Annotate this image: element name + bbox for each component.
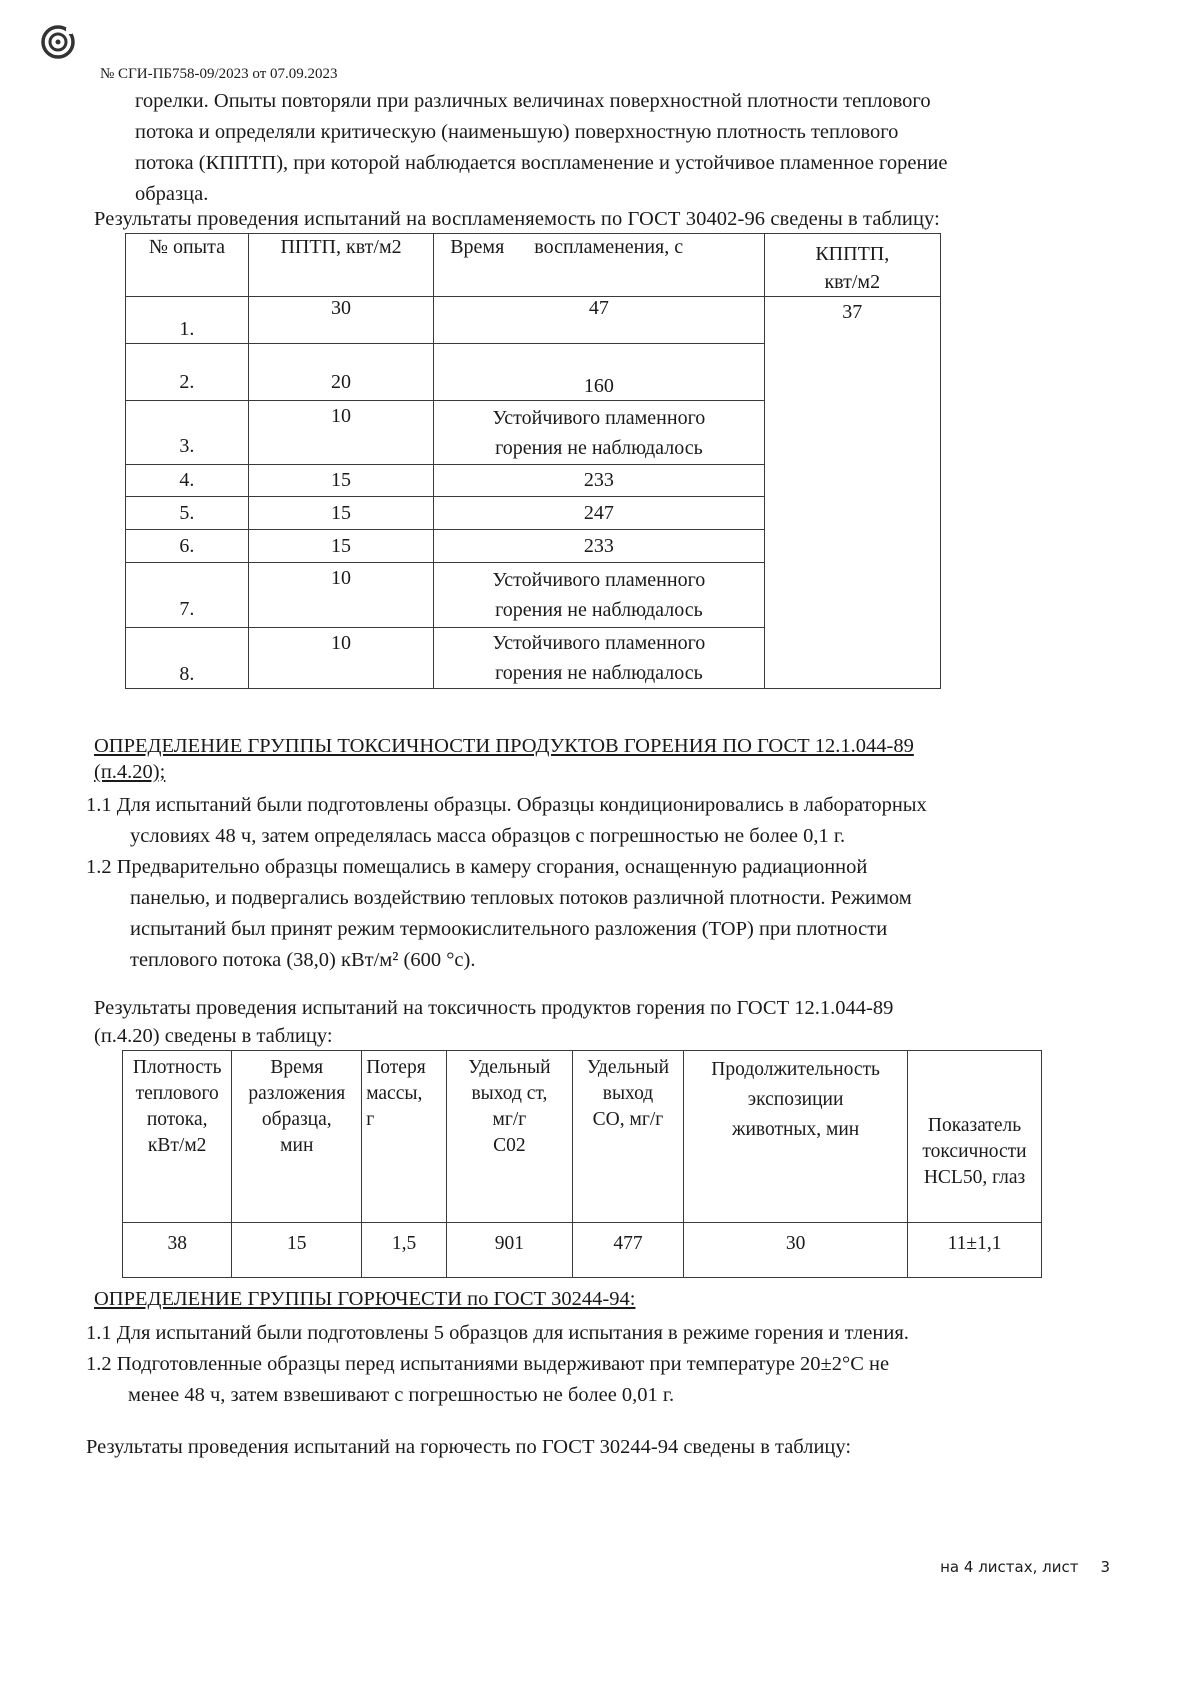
ignition-time-line: горения не наблюдалось xyxy=(495,662,703,684)
header-line: токсичности xyxy=(922,1140,1027,1162)
toxicity-results-line: Результаты проведения испытаний на токсичность продуктов горения по ГОСТ 12.1.044-89 xyxy=(94,997,894,1019)
toxicity-items xyxy=(86,790,927,976)
combustibility-item-2-cont: менее 48 ч, затем взвешивают с погрешностью не более 0,01 г. xyxy=(128,1384,675,1406)
header-toxicity-index xyxy=(908,1051,1042,1223)
experiment-no: 1. xyxy=(126,297,249,344)
header-line: Продолжительность xyxy=(711,1059,880,1080)
header-mass-loss xyxy=(362,1051,447,1223)
toxicity-item-1-cont: условиях 48 ч, затем определялась масса образцов с погрешностью не более 0,1 г. xyxy=(130,825,846,847)
header-line: потока, xyxy=(146,1109,208,1130)
combustibility-items xyxy=(86,1318,909,1411)
header-kpptp-line: КППТП, xyxy=(815,243,890,265)
ignition-time-line: горения не наблюдалось xyxy=(495,436,703,459)
experiment-no: 6. xyxy=(126,530,249,563)
ignition-time-line: Устойчивого пламенного xyxy=(492,406,706,429)
decomposition-time-value: 15 xyxy=(232,1223,362,1278)
pptp-value: 15 xyxy=(248,497,433,530)
combustibility-heading: ОПРЕДЕЛЕНИЕ ГРУППЫ ГОРЮЧЕСТИ по ГОСТ 30244-94: xyxy=(94,1288,636,1310)
toxicity-index-value: 11±1,1 xyxy=(908,1223,1042,1278)
ignition-time-line: горения не наблюдалось xyxy=(495,599,703,621)
intro-paragraph xyxy=(135,86,947,210)
ignition-time: 47 xyxy=(434,297,764,344)
header-co2-yield xyxy=(447,1051,573,1223)
header-kpptp-unit: квт/м2 xyxy=(824,271,881,293)
experiment-no: 7. xyxy=(126,563,249,628)
intro-line: потока (КППТП), при которой наблюдается воспламенение и устойчивое пламенное горение xyxy=(135,152,948,174)
header-line: С02 xyxy=(493,1135,526,1156)
pptp-value: 20 xyxy=(248,344,433,401)
header-line: Плотность xyxy=(132,1057,222,1078)
header-line: массы, xyxy=(366,1083,423,1104)
company-logo-icon xyxy=(40,24,76,60)
header-decomposition-time xyxy=(232,1051,362,1223)
toxicity-item-2: 1.2 Предварительно образцы помещались в камеру сгорания, оснащенную радиационной xyxy=(86,856,868,878)
ignition-time xyxy=(434,628,764,689)
header-line: г xyxy=(366,1109,375,1130)
header-pptp: ППТП, квт/м2 xyxy=(248,234,433,297)
ignition-time: 247 xyxy=(434,497,764,530)
experiment-no: 8. xyxy=(126,628,249,689)
header-line: животных, мин xyxy=(731,1119,860,1140)
intro-line: горелки. Опыты повторяли при различных величинах поверхностной плотности теплового xyxy=(135,90,931,112)
header-line: выход xyxy=(602,1083,654,1104)
co-yield-value: 477 xyxy=(572,1223,683,1278)
ignition-time: 160 xyxy=(434,344,764,401)
header-line: разложения xyxy=(248,1083,346,1104)
header-heat-flux xyxy=(123,1051,232,1223)
exposure-duration-value: 30 xyxy=(684,1223,908,1278)
toxicity-item-2-cont: теплового потока (38,0) кВт/м² (600 °с). xyxy=(130,949,476,971)
header-co-yield xyxy=(572,1051,683,1223)
header-experiment-no: № опыта xyxy=(126,234,249,297)
sheets-label: на 4 листах, лист xyxy=(940,1558,1079,1576)
page-footer xyxy=(940,1558,1110,1576)
toxicity-item-2-cont: испытаний был принят режим термоокислительного разложения (ТОР) при плотности xyxy=(130,918,888,940)
header-line: мг/г xyxy=(492,1109,527,1130)
pptp-value: 15 xyxy=(248,530,433,563)
toxicity-heading xyxy=(94,733,914,785)
ignition-time xyxy=(434,401,764,465)
pptp-value: 15 xyxy=(248,465,433,497)
experiment-no: 2. xyxy=(126,344,249,401)
header-line: выход ст, xyxy=(471,1083,548,1104)
header-line: мин xyxy=(280,1135,314,1156)
co2-yield-value: 901 xyxy=(447,1223,573,1278)
toxicity-results-caption xyxy=(94,994,893,1050)
header-line: экспозиции xyxy=(747,1089,844,1110)
header-line: Показатель xyxy=(927,1114,1022,1136)
kpptp-value: 37 xyxy=(764,297,940,689)
header-line: Время xyxy=(270,1057,324,1078)
header-line: СО, мг/г xyxy=(592,1109,664,1130)
header-line: Потеря xyxy=(366,1057,426,1078)
header-line: НCL50, глаз xyxy=(923,1166,1026,1188)
intro-line: потока и определяли критическую (наименьшую) поверхностную плотность теплового xyxy=(135,121,899,143)
experiment-no: 4. xyxy=(126,465,249,497)
ignition-time-line: Устойчивого пламенного xyxy=(492,632,706,654)
combustibility-item-1: 1.1 Для испытаний были подготовлены 5 образцов для испытания в режиме горения и тления. xyxy=(86,1322,909,1344)
header-kpptp xyxy=(764,234,940,297)
ignition-time: 233 xyxy=(434,465,764,497)
toxicity-results-line: (п.4.20) сведены в таблицу: xyxy=(94,1025,333,1047)
header-exposure-duration xyxy=(684,1051,908,1223)
ignition-time-line: Устойчивого пламенного xyxy=(492,569,706,591)
page-number: 3 xyxy=(1100,1558,1110,1576)
ignition-time: 233 xyxy=(434,530,764,563)
combustibility-item-2: 1.2 Подготовленные образцы перед испытаниями выдерживают при температуре 20±2°С не xyxy=(86,1353,890,1375)
experiment-no: 5. xyxy=(126,497,249,530)
toxicity-item-1: 1.1 Для испытаний были подготовлены образцы. Образцы кондиционировались в лабораторных xyxy=(86,794,927,816)
pptp-value: 10 xyxy=(248,401,433,465)
combustibility-results-caption: Результаты проведения испытаний на горючесть по ГОСТ 30244-94 сведены в таблицу: xyxy=(86,1436,852,1458)
heat-flux-value: 38 xyxy=(123,1223,232,1278)
pptp-value: 10 xyxy=(248,628,433,689)
toxicity-item-2-cont: панелью, и подвергались воздействию тепловых потоков различной плотности. Режимом xyxy=(130,887,912,909)
header-line: кВт/м2 xyxy=(147,1135,207,1156)
ignition-time xyxy=(434,563,764,628)
intro-line: образца. xyxy=(135,183,209,205)
toxicity-heading-line: (п.4.20); xyxy=(94,761,166,783)
pptp-value: 30 xyxy=(248,297,433,344)
header-line: Удельный xyxy=(586,1057,670,1078)
header-line: теплового xyxy=(135,1083,219,1104)
toxicity-heading-line: ОПРЕДЕЛЕНИЕ ГРУППЫ ТОКСИЧНОСТИ ПРОДУКТОВ ГОРЕНИЯ ПО ГОСТ 12.1.044-89 xyxy=(94,735,914,757)
ignition-table xyxy=(125,233,941,689)
mass-loss-value: 1,5 xyxy=(362,1223,447,1278)
pptp-value: 10 xyxy=(248,563,433,628)
experiment-no: 3. xyxy=(126,401,249,465)
header-ignition-time: Время воспламенения, с xyxy=(434,234,764,297)
document-number: № СГИ-ПБ758-09/2023 от 07.09.2023 xyxy=(100,66,338,82)
header-line: образца, xyxy=(261,1109,332,1130)
header-line: Удельный xyxy=(468,1057,551,1078)
toxicity-table xyxy=(122,1050,1042,1278)
ignition-results-caption: Результаты проведения испытаний на воспламеняемость по ГОСТ 30402-96 сведены в таблицу: xyxy=(94,208,940,230)
